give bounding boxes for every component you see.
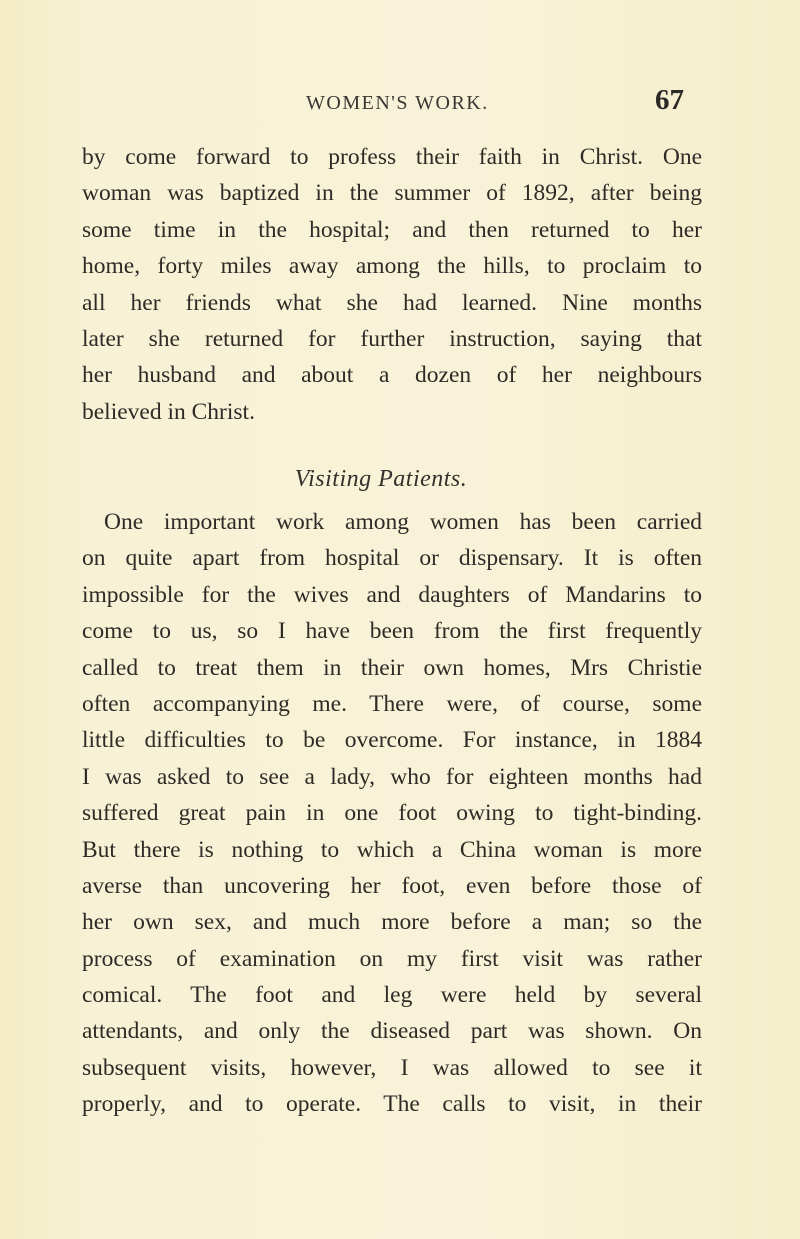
text-line: on quite apart from hospital or dispensary. It is often [82,545,702,572]
text-line: all her friends what she had learned. Nine months [82,289,702,316]
text-line: woman was baptized in the summer of 1892, after being [82,180,702,207]
text-line: averse than uncovering her foot, even before those of [82,872,702,899]
text-line: subsequent visits, however, I was allowed to see it [82,1054,702,1081]
text-line: by come forward to profess their faith in Christ. One [82,144,702,170]
section-heading [0,466,800,493]
running-title: WOMEN'S WORK. [306,92,489,114]
text-line: properly, and to operate. The calls to visit, in their [82,1091,702,1118]
text-line: I was asked to see a lady, who for eighteen months had [82,763,702,790]
paragraph-one [82,139,702,430]
text-line: come to us, so I have been from the first frequently [82,618,702,645]
paragraph-two [82,504,702,1123]
section-heading-text: Visiting Patients. [294,466,468,492]
text-line: attendants, and only the diseased part was shown. On [82,1018,702,1045]
text-line: suffered great pain in one foot owing to tight-binding. [82,800,702,827]
text-line: later she returned for further instruction, saying that [82,325,702,352]
text-line: her husband and about a dozen of her neighbours [82,362,702,389]
text-line: process of examination on my first visit was rather [82,945,702,972]
text-line: comical. The foot and leg were held by several [82,982,702,1009]
text-line: believed in Christ. [82,398,255,425]
text-line: home, forty miles away among the hills, to proclaim to [82,253,702,280]
text-line: One important work among women has been carried [104,509,702,535]
text-line: often accompanying me. There were, of course, some [82,690,702,717]
text-line: But there is nothing to which a China woman is more [82,836,702,863]
text-line: called to treat them in their own homes, Mrs Christie [82,654,702,681]
running-head [0,84,800,118]
page-number: 67 [655,84,684,116]
text-line: little difficulties to be overcome. For instance, in 1884 [82,727,702,754]
text-line: her own sex, and much more before a man; so the [82,909,702,936]
text-line: impossible for the wives and daughters of Mandarins to [82,581,702,608]
text-line: some time in the hospital; and then returned to her [82,216,702,243]
